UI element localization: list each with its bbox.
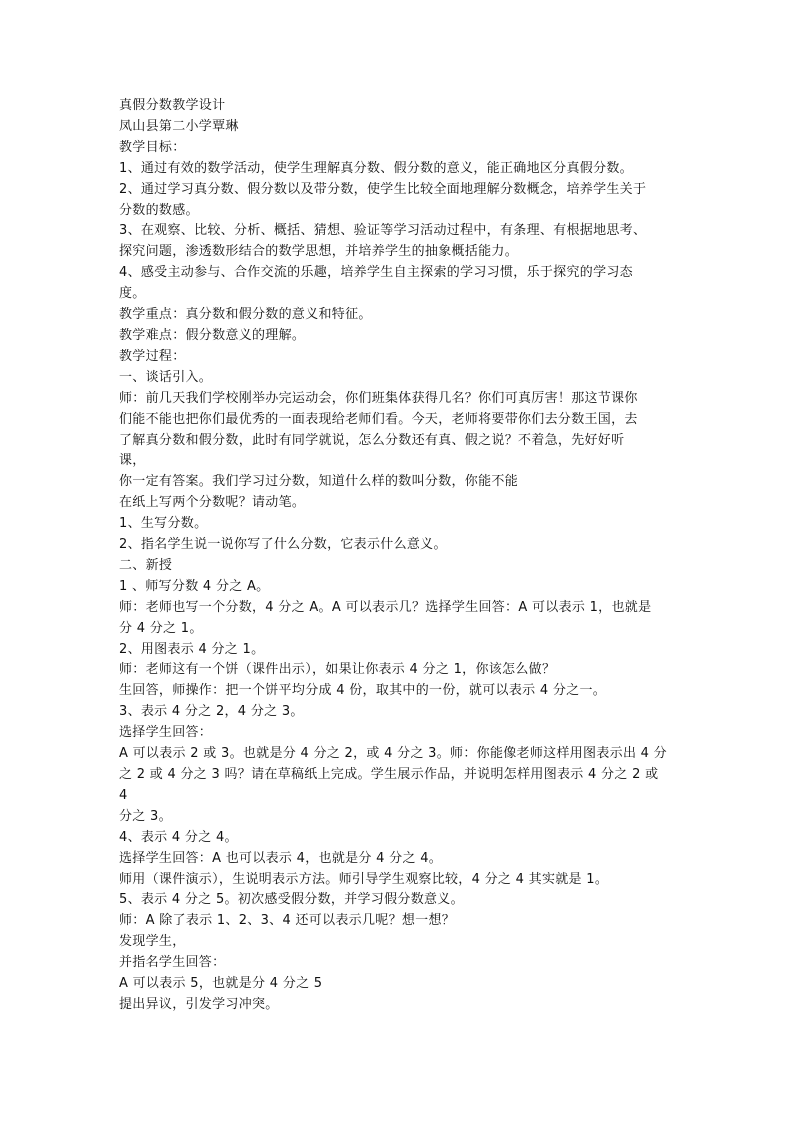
text-line: 师：老师也写一个分数，4 分之 A。A 可以表示几？选择学生回答：A 可以表示 1，也就是 (119, 599, 652, 615)
text-line: 凤山县第二小学覃琳 (119, 118, 239, 134)
text-line: 教学难点：假分数意义的理解。 (119, 327, 306, 343)
text-line: 4、感受主动参与、合作交流的乐趣，培养学生自主探索的学习习惯，乐于探究的学习态 (119, 265, 633, 281)
text-line: 发现学生， (119, 934, 186, 950)
text-line: 选择学生回答：A 也可以表示 4，也就是分 4 分之 4。 (119, 850, 443, 866)
text-line: 选择学生回答： (119, 725, 213, 741)
text-line: 一、谈话引入。 (119, 369, 213, 385)
text-line: 分 4 分之 1。 (119, 620, 203, 636)
text-line: 真假分数教学设计 (119, 98, 226, 113)
text-line: 教学重点：真分数和假分数的意义和特征。 (119, 307, 372, 323)
text-line: 3、在观察、比较、分析、概括、猜想、验证等学习活动过程中，有条理、有根据地思考、 (119, 223, 647, 239)
text-line: 4 (119, 787, 128, 803)
text-line: 2、用图表示 4 分之 1。 (119, 641, 265, 657)
text-line: 2、指名学生说一说你写了什么分数，它表示什么意义。 (119, 537, 447, 553)
text-line: 1、通过有效的数学活动，使学生理解真分数、假分数的意义，能正确地区分真假分数。 (119, 160, 633, 176)
text-line: 分数的数感。 (119, 202, 199, 218)
text-line: 提出异议，引发学习冲突。 (119, 996, 279, 1012)
text-line: 1、生写分数。 (119, 516, 208, 532)
text-line: 1 、师写分数 4 分之 A。 (119, 578, 270, 594)
text-line: 教学过程： (119, 348, 186, 364)
text-line: 探究问题，渗透数形结合的数学思想，并培养学生的抽象概括能力。 (119, 244, 519, 260)
text-line: 课， (119, 453, 146, 469)
text-line: 们能不能也把你们最优秀的一面表现给老师们看。今天，老师将要带你们去分数王国，去 (119, 411, 638, 427)
text-line: 3、表示 4 分之 2，4 分之 3。 (119, 704, 304, 720)
text-line: 师：A 除了表示 1、2、3、4 还可以表示几呢？想一想？ (119, 913, 456, 929)
text-line: 师：前几天我们学校刚举办完运动会，你们班集体获得几名？你们可真厉害！那这节课你 (119, 390, 638, 406)
text-line: 生回答，师操作：把一个饼平均分成 4 份，取其中的一份，就可以表示 4 分之一。 (119, 683, 607, 699)
text-line: A 可以表示 2 或 3。也就是分 4 分之 2，或 4 分之 3。师：你能像老师这样用图表示出 4 分 (119, 746, 667, 762)
text-line: 在纸上写两个分数呢？请动笔。 (119, 495, 306, 511)
text-line: 了解真分数和假分数，此时有同学就说，怎么分数还有真、假之说？不着急，先好好听 (119, 432, 625, 448)
text-line: 2、通过学习真分数、假分数以及带分数，使学生比较全面地理解分数概念，培养学生关于 (119, 181, 647, 197)
text-line: 度。 (119, 286, 146, 302)
text-line: 二、新授 (119, 557, 173, 573)
text-line: 你一定有答案。我们学习过分数，知道什么样的数叫分数，你能不能 (119, 474, 519, 490)
text-line: 并指名学生回答： (119, 955, 226, 971)
text-line: 4、表示 4 分之 4。 (119, 829, 238, 845)
text-line: A 可以表示 5，也就是分 4 分之 5 (119, 976, 323, 992)
text-line: 之 2 或 4 分之 3 吗？请在草稿纸上完成。学生展示作品，并说明怎样用图表示 4 分之 2 或 (119, 767, 659, 782)
text-line: 师用（课件演示），生说明表示方法。师引导学生观察比较，4 分之 4 其实就是 1。 (119, 871, 609, 887)
text-line: 教学目标： (119, 139, 186, 155)
text-line: 5、表示 4 分之 5。初次感受假分数，并学习假分数意义。 (119, 892, 464, 908)
text-line: 分之 3。 (119, 808, 172, 824)
document-body (119, 96, 679, 1016)
text-line: 师：老师这有一个饼（课件出示），如果让你表示 4 分之 1，你该怎么做？ (119, 662, 556, 678)
